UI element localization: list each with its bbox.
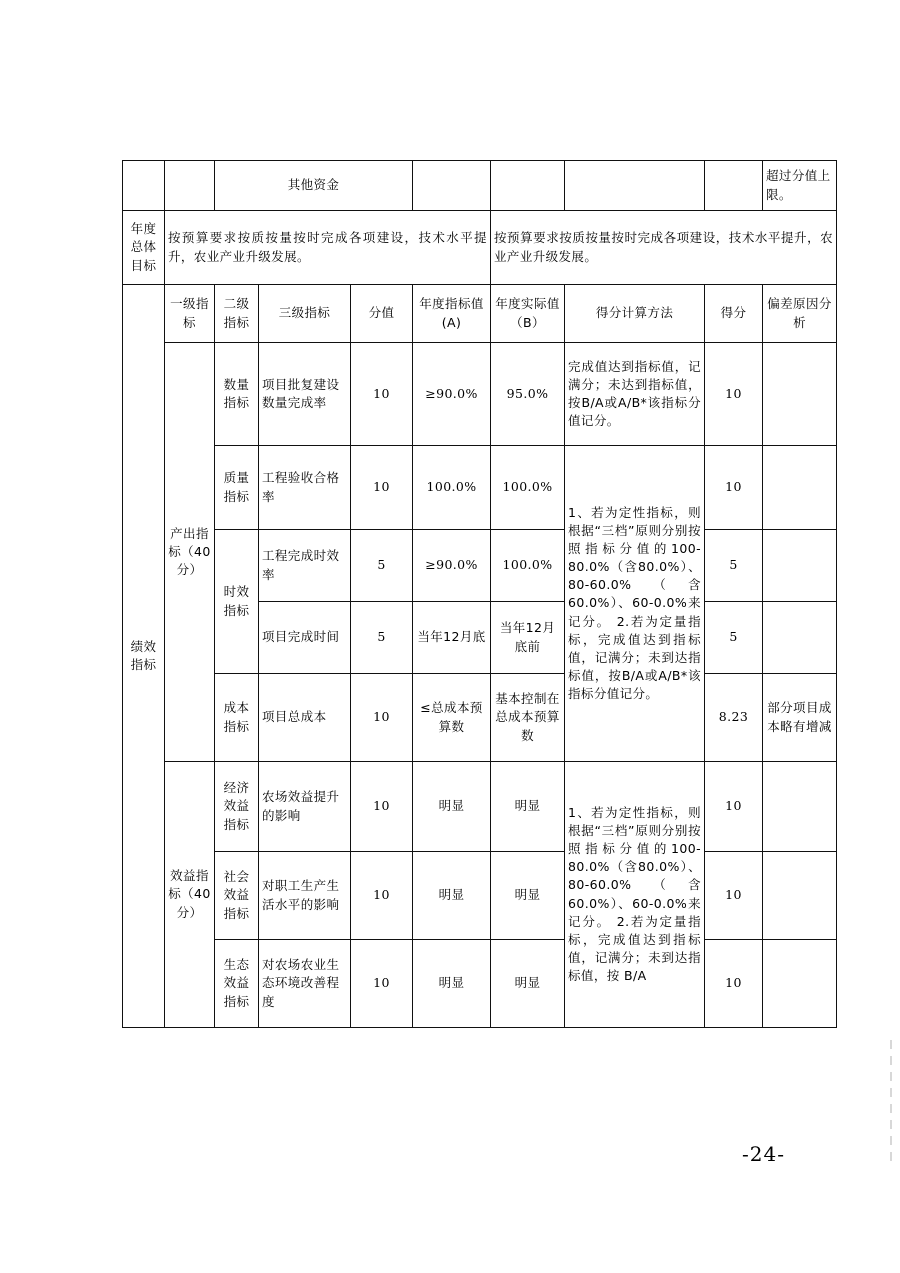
deviation: 部分项目成本略有增减 — [763, 674, 837, 762]
blank-cell-3 — [413, 161, 491, 211]
score-value: 10 — [351, 446, 413, 530]
blank-cell-6 — [705, 161, 763, 211]
score: 10 — [705, 852, 763, 940]
blank-cell-5 — [565, 161, 705, 211]
method-text-part2: 2.若为定量指标，完成值达到指标值，记满分；未到达指标值，按 B/A — [568, 913, 702, 983]
score: 5 — [705, 530, 763, 602]
annual-actual: 明显 — [491, 762, 565, 852]
annual-target: 明显 — [413, 762, 491, 852]
score: 10 — [705, 446, 763, 530]
annual-target: ≤总成本预算数 — [413, 674, 491, 762]
blank-cell-2 — [165, 161, 215, 211]
score: 10 — [705, 940, 763, 1028]
method-output-2 — [565, 446, 705, 762]
group-benefit-label: 效益指标（40分） — [165, 762, 215, 1028]
header-score: 得分 — [705, 285, 763, 343]
header-level2: 二级指标 — [215, 285, 259, 343]
score-limit-note: 超过分值上限。 — [763, 161, 837, 211]
annual-target: 100.0% — [413, 446, 491, 530]
blank-cell-1 — [123, 161, 165, 211]
deviation — [763, 852, 837, 940]
method-text-part1: 1、若为定性指标，则根据“三档”原则分别按照指标分值的100-80.0%（含80.0%）、80-60.0%（含60.0%）、60-0.0%来记分。 — [568, 504, 702, 629]
table-row — [123, 343, 837, 446]
level3-indicator: 项目完成时间 — [259, 602, 351, 674]
annual-actual: 100.0% — [491, 530, 565, 602]
table-row — [123, 674, 837, 762]
level3-indicator: 对农场农业生态环境改善程度 — [259, 940, 351, 1028]
level3-indicator: 项目批复建设数量完成率 — [259, 343, 351, 446]
deviation — [763, 446, 837, 530]
score: 5 — [705, 602, 763, 674]
table-header-row — [123, 285, 837, 343]
score-value: 10 — [351, 852, 413, 940]
score: 10 — [705, 343, 763, 446]
header-score-value: 分值 — [351, 285, 413, 343]
annual-actual: 明显 — [491, 852, 565, 940]
score-value: 10 — [351, 940, 413, 1028]
score-value: 5 — [351, 530, 413, 602]
annual-actual: 100.0% — [491, 446, 565, 530]
level3-indicator: 对职工生产生活水平的影响 — [259, 852, 351, 940]
page-edge-marks — [890, 1040, 894, 1160]
header-level1: 一级指标 — [165, 285, 215, 343]
annual-actual: 基本控制在总成本预算数 — [491, 674, 565, 762]
method-output: 完成值达到指标值，记满分；未达到指标值，按B/A或A/B*该指标分值记分。 — [565, 343, 705, 446]
table-row — [123, 762, 837, 852]
table-row-annual-goal — [123, 211, 837, 285]
deviation — [763, 762, 837, 852]
other-funds-label: 其他资金 — [215, 161, 413, 211]
header-annual-target: 年度指标值(A) — [413, 285, 491, 343]
deviation — [763, 530, 837, 602]
performance-indicator-label: 绩效指标 — [123, 285, 165, 1028]
score: 10 — [705, 762, 763, 852]
deviation — [763, 343, 837, 446]
level2-quality: 质量指标 — [215, 446, 259, 530]
method-text-part1: 1、若为定性指标，则根据“三档”原则分别按照指标分值的100-80.0%（含80.0%）、80-60.0%（含60.0%）、60-0.0%来记分。 — [568, 804, 702, 929]
level2-ecological: 生态效益指标 — [215, 940, 259, 1028]
header-method: 得分计算方法 — [565, 285, 705, 343]
annual-goal-label: 年度总体目标 — [123, 211, 165, 285]
header-deviation: 偏差原因分析 — [763, 285, 837, 343]
annual-goal-text-2: 按预算要求按质按量按时完成各项建设，技术水平提升，农业产业升级发展。 — [491, 211, 837, 285]
method-benefit — [565, 762, 705, 1028]
method-text-part2: 2.若为定量指标，完成值达到指标值，记满分；未到达指标值，按B/A或A/B*该指标分值记分。 — [568, 613, 702, 702]
annual-target: 当年12月底 — [413, 602, 491, 674]
group-output-label: 产出指标（40分） — [165, 343, 215, 762]
performance-evaluation-table — [122, 160, 836, 1028]
level2-social: 社会效益指标 — [215, 852, 259, 940]
annual-target: ≥90.0% — [413, 530, 491, 602]
score: 8.23 — [705, 674, 763, 762]
blank-cell-4 — [491, 161, 565, 211]
table-row — [123, 530, 837, 602]
annual-actual: 明显 — [491, 940, 565, 1028]
score-value: 10 — [351, 674, 413, 762]
table-row — [123, 161, 837, 211]
score-value: 10 — [351, 343, 413, 446]
header-annual-actual: 年度实际值（B） — [491, 285, 565, 343]
annual-target: 明显 — [413, 852, 491, 940]
level3-indicator: 工程验收合格率 — [259, 446, 351, 530]
level3-indicator: 项目总成本 — [259, 674, 351, 762]
table-row — [123, 852, 837, 940]
level2-economic: 经济效益指标 — [215, 762, 259, 852]
table-row — [123, 940, 837, 1028]
level2-cost: 成本指标 — [215, 674, 259, 762]
page-number: -24- — [742, 1142, 785, 1166]
level3-indicator: 农场效益提升的影响 — [259, 762, 351, 852]
annual-target: ≥90.0% — [413, 343, 491, 446]
annual-actual: 当年12月底前 — [491, 602, 565, 674]
deviation — [763, 602, 837, 674]
table-row — [123, 446, 837, 530]
level3-indicator: 工程完成时效率 — [259, 530, 351, 602]
eval-table — [122, 160, 837, 1028]
score-value: 10 — [351, 762, 413, 852]
header-level3: 三级指标 — [259, 285, 351, 343]
deviation — [763, 940, 837, 1028]
annual-target: 明显 — [413, 940, 491, 1028]
level2-quantity: 数量指标 — [215, 343, 259, 446]
annual-actual: 95.0% — [491, 343, 565, 446]
score-value: 5 — [351, 602, 413, 674]
level2-timeliness: 时效指标 — [215, 530, 259, 674]
annual-goal-text-1: 按预算要求按质按量按时完成各项建设，技术水平提升，农业产业升级发展。 — [165, 211, 491, 285]
